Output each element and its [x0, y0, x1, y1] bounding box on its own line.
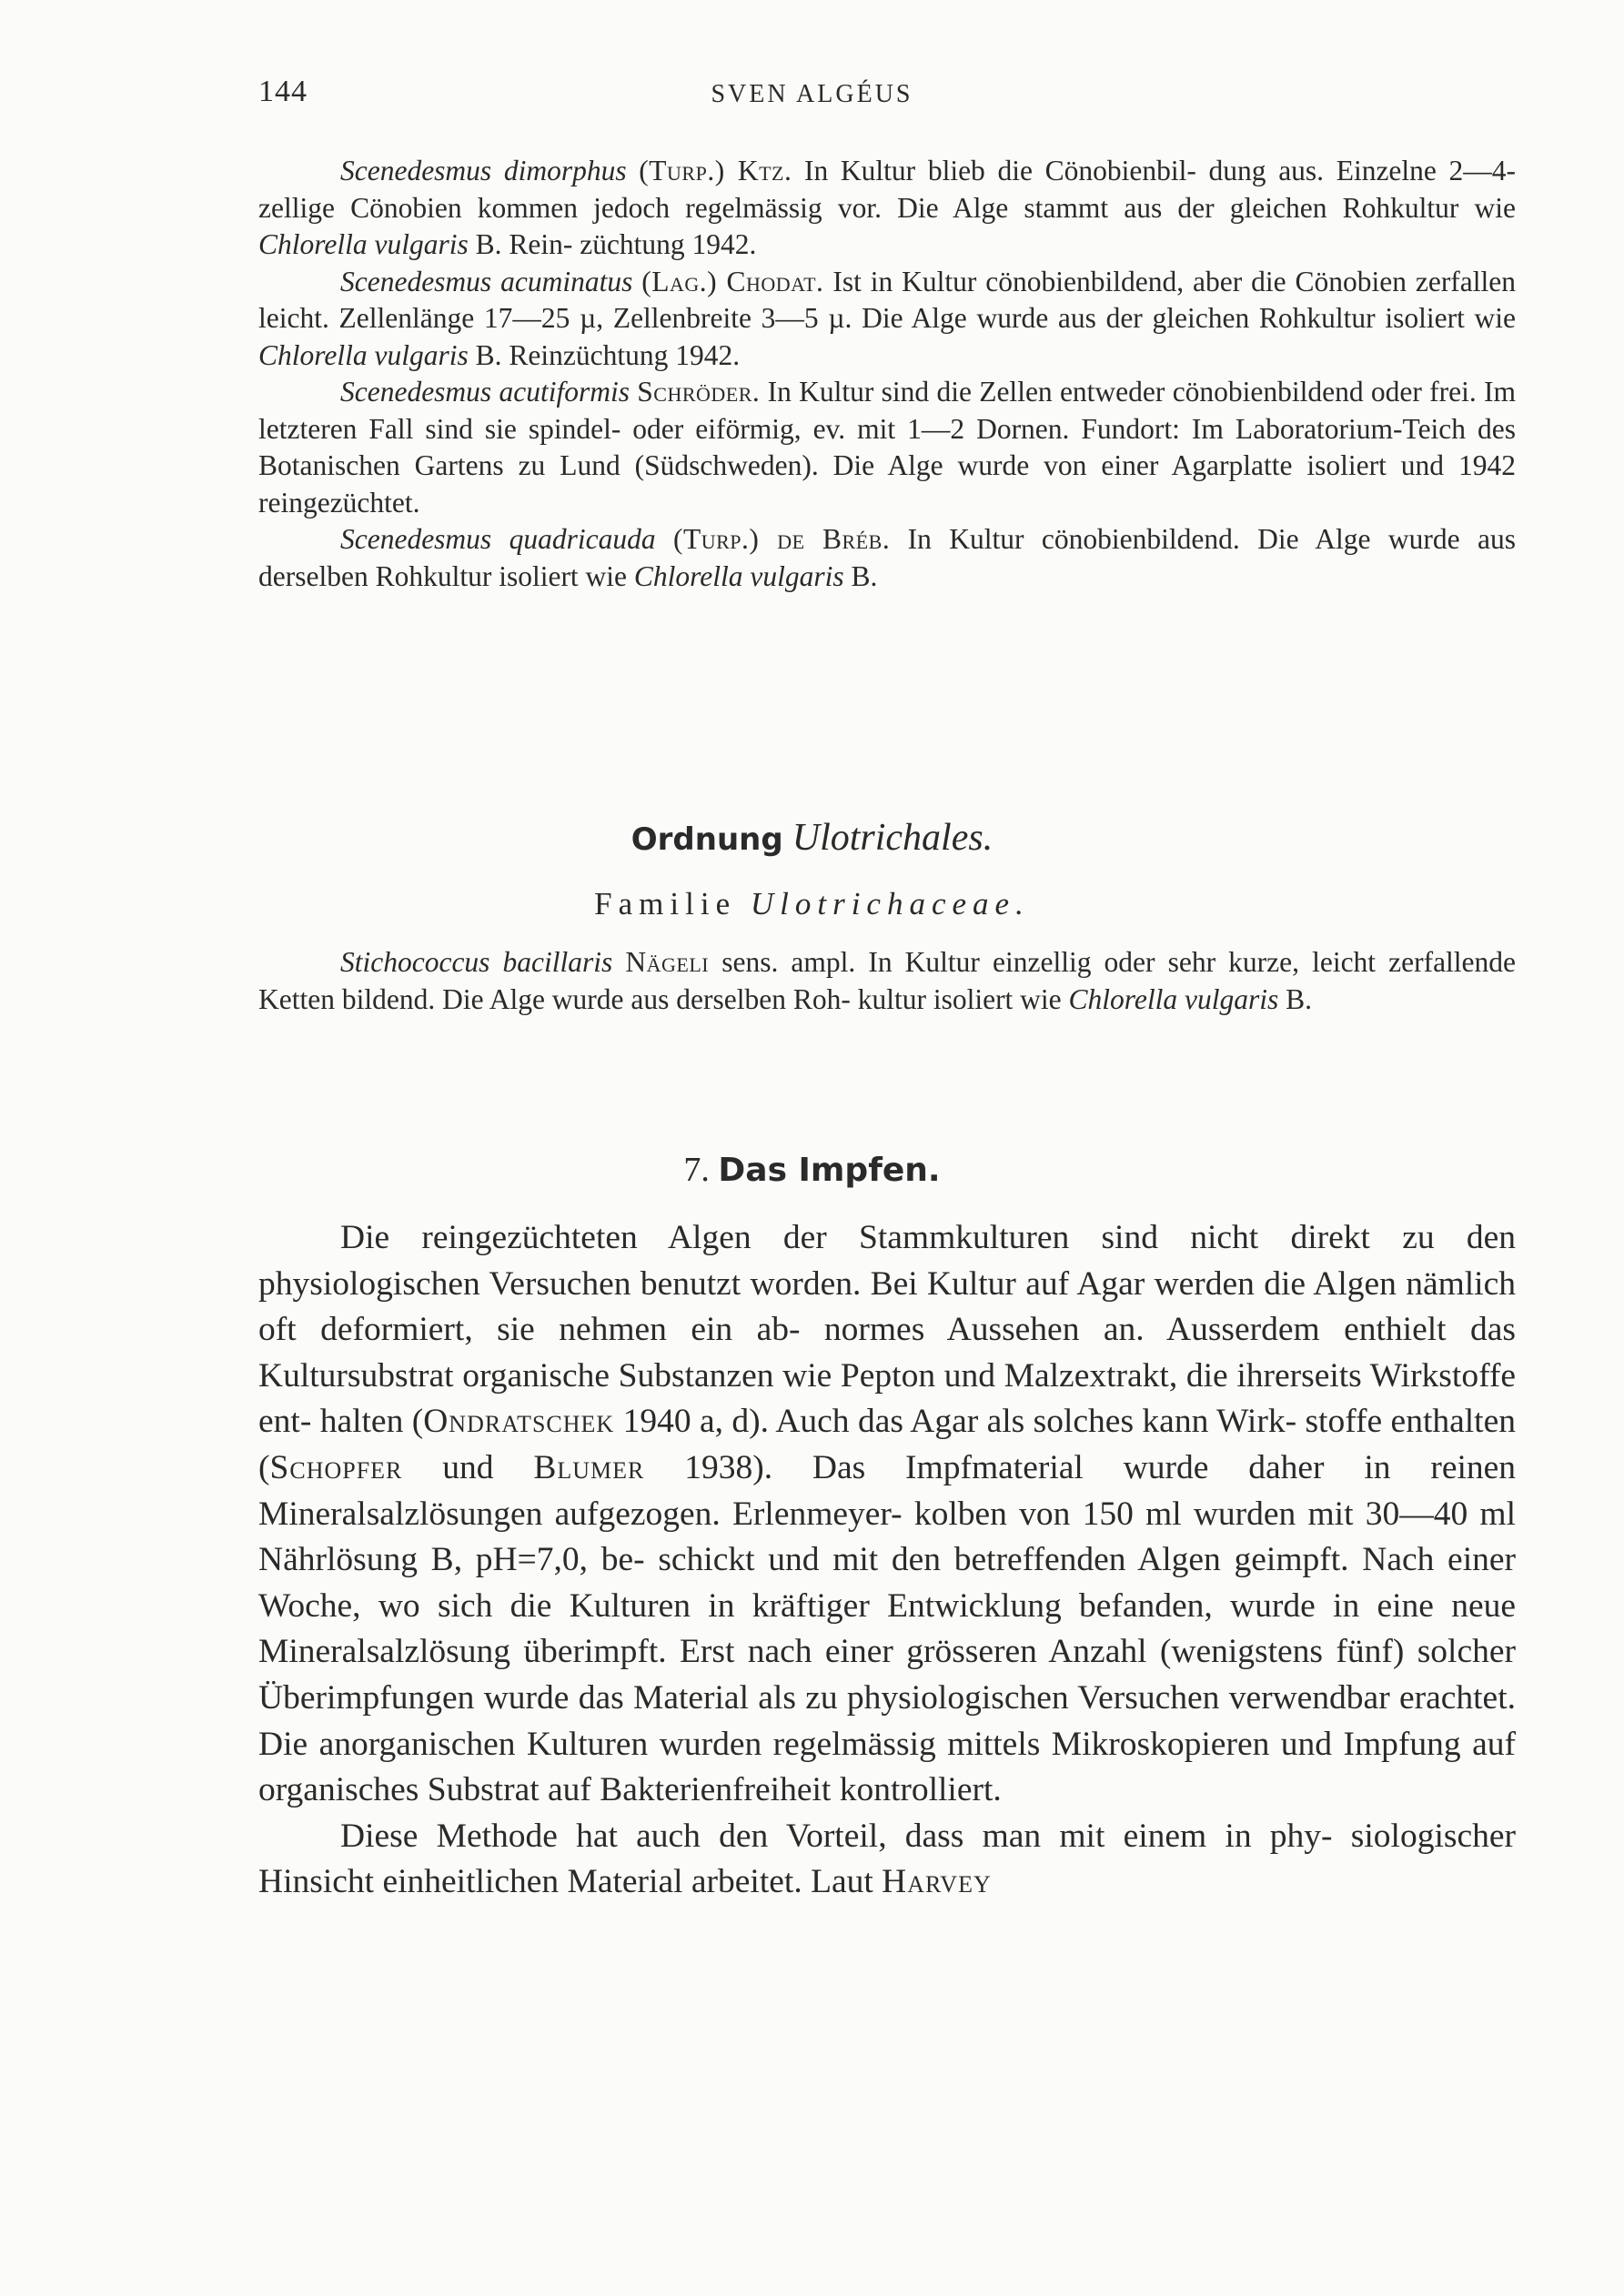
species-authority: Bréb. [822, 523, 891, 555]
running-title: SVEN ALGÉUS [711, 80, 913, 108]
species-reference: Chlorella vulgaris [258, 338, 469, 371]
species-entry-dimorphus: Scenedesmus dimorphus (Turp.) Ktz. In Kultur blieb die Cönobienbil- dung aus. Einzelne 2—4-zellige Cönobien kommen jedoch regelmässig vor. Die Alge stammt aus der gleichen Rohkultur wie Chlorella vulgaris B. Rein- züchtung 1942. [258, 155, 1517, 260]
body-text [258, 1215, 1516, 1906]
order-label: Ordnung [630, 821, 783, 858]
species-authority: (Turp.) Ktz. [639, 155, 792, 186]
species-entry-acuminatus: Scenedesmus acuminatus (Lag.) Chodat. Ist in Kultur cönobienbildend, aber die Cönobien zerfallen leicht. Zellenlänge 17—25 µ, Zellenbreite 3—5 µ. Die Alge wurde aus der gleichen Rohkultur isoliert wie Chlorella vulgaris B. Reinzüchtung 1942. [258, 265, 1517, 371]
citation-author: Harvey [882, 1863, 992, 1901]
section-number: 7. [683, 1151, 710, 1189]
species-authority: Nägeli [625, 946, 710, 978]
species-entry-acutiformis: Scenedesmus acutiformis Schröder. In Kultur sind die Zellen entweder cönobienbildend oder frei. Im letzteren Fall sind sie spindel- oder eiförmig, ev. mit 1—2 Dornen. Fundort: Im Laboratorium-Teich des Botanischen Gartens zu Lund (Südschweden). Die Alge wurde von einer Agarplatte isoliert und 1942 reingezüchtet. [258, 376, 1517, 519]
species-name: Stichococcus bacillaris [340, 946, 613, 978]
page-number: 144 [258, 75, 308, 108]
citation-author: Schopfer [269, 1448, 403, 1486]
species-authority: (Turp.) de [673, 523, 805, 555]
species-reference: Chlorella vulgaris [1068, 982, 1279, 1015]
running-head [0, 75, 1624, 120]
species-reference: Chlorella vulgaris [633, 559, 844, 592]
citation-author: Blumer [533, 1448, 645, 1486]
species-authority: Schröder. [637, 376, 761, 408]
family-label: Familie [594, 886, 737, 921]
order-heading [0, 816, 1624, 860]
section-heading [0, 1150, 1624, 1190]
species-name: Scenedesmus dimorphus [340, 155, 627, 186]
species-list [258, 153, 1516, 595]
citation-author: Ondratschek [423, 1403, 615, 1441]
species-reference: Chlorella vulgaris [258, 228, 469, 260]
family-name: Ulotrichaceae. [750, 886, 1030, 921]
stichococcus-entry: Stichococcus bacillaris Nägeli sens. ampl. In Kultur einzellig oder sehr kurze, leicht zerfallende Ketten bildend. Die Alge wurde aus derselben Roh- kultur isoliert wie Chlorella vulgaris B. [258, 946, 1517, 1015]
species-authority: (Lag.) Chodat. [641, 265, 824, 297]
family-heading [0, 886, 1624, 922]
species-name: Scenedesmus quadricauda [340, 523, 656, 555]
paragraph: Diese Methode hat auch den Vorteil, dass man mit einem in phy- siologischer Hinsicht einheitlichen Material arbeitet. Laut Harvey [258, 1817, 1516, 1901]
species-entry-quadricauda: Scenedesmus quadricauda (Turp.) de Bréb. In Kultur cönobienbildend. Die Alge wurde aus derselben Rohkultur isoliert wie Chlorella vulgaris B. [258, 523, 1517, 592]
section-title: Das Impfen. [718, 1152, 941, 1189]
species-name: Scenedesmus acuminatus [340, 265, 633, 297]
order-name: Ulotrichales. [792, 817, 994, 859]
species-name: Scenedesmus acutiformis [340, 376, 630, 408]
paragraph: Die reingezüchteten Algen der Stammkulturen sind nicht direkt zu den physiologischen Versuchen benutzt worden. Bei Kultur auf Agar werden die Algen nämlich oft deformiert, sie nehmen ein ab- normes Aussehen an. Ausserdem enthielt das Kultursubstrat organische Substanzen wie Pepton und Malzextrakt, die ihrerseits Wirkstoffe ent- halten (Ondratschek 1940 a, d). Auch das Agar als solches kann Wirk- stoffe enthalten (Schopfer und Blumer 1938). Das Impfmaterial wurde daher in reinen Mineralsalzlösungen aufgezogen. Erlenmeyer- kolben von 150 ml wurden mit 30—40 ml Nährlösung B, pH=7,0, be- schickt und mit den betreffenden Algen geimpft. Nach einer Woche, wo sich die Kulturen in kräftiger Entwicklung befanden, wurde in eine neue Mineralsalzlösung überimpft. Erst nach einer grösseren Anzahl (wenigstens fünf) solcher Überimpfungen wurde das Material als zu physiologischen Versuchen verwendbar erachtet. Die anorganischen Kulturen wurden regelmässig mittels Mikroskopieren und Impfung auf organisches Substrat auf Bakterienfreiheit kontrolliert. [258, 1219, 1517, 1809]
